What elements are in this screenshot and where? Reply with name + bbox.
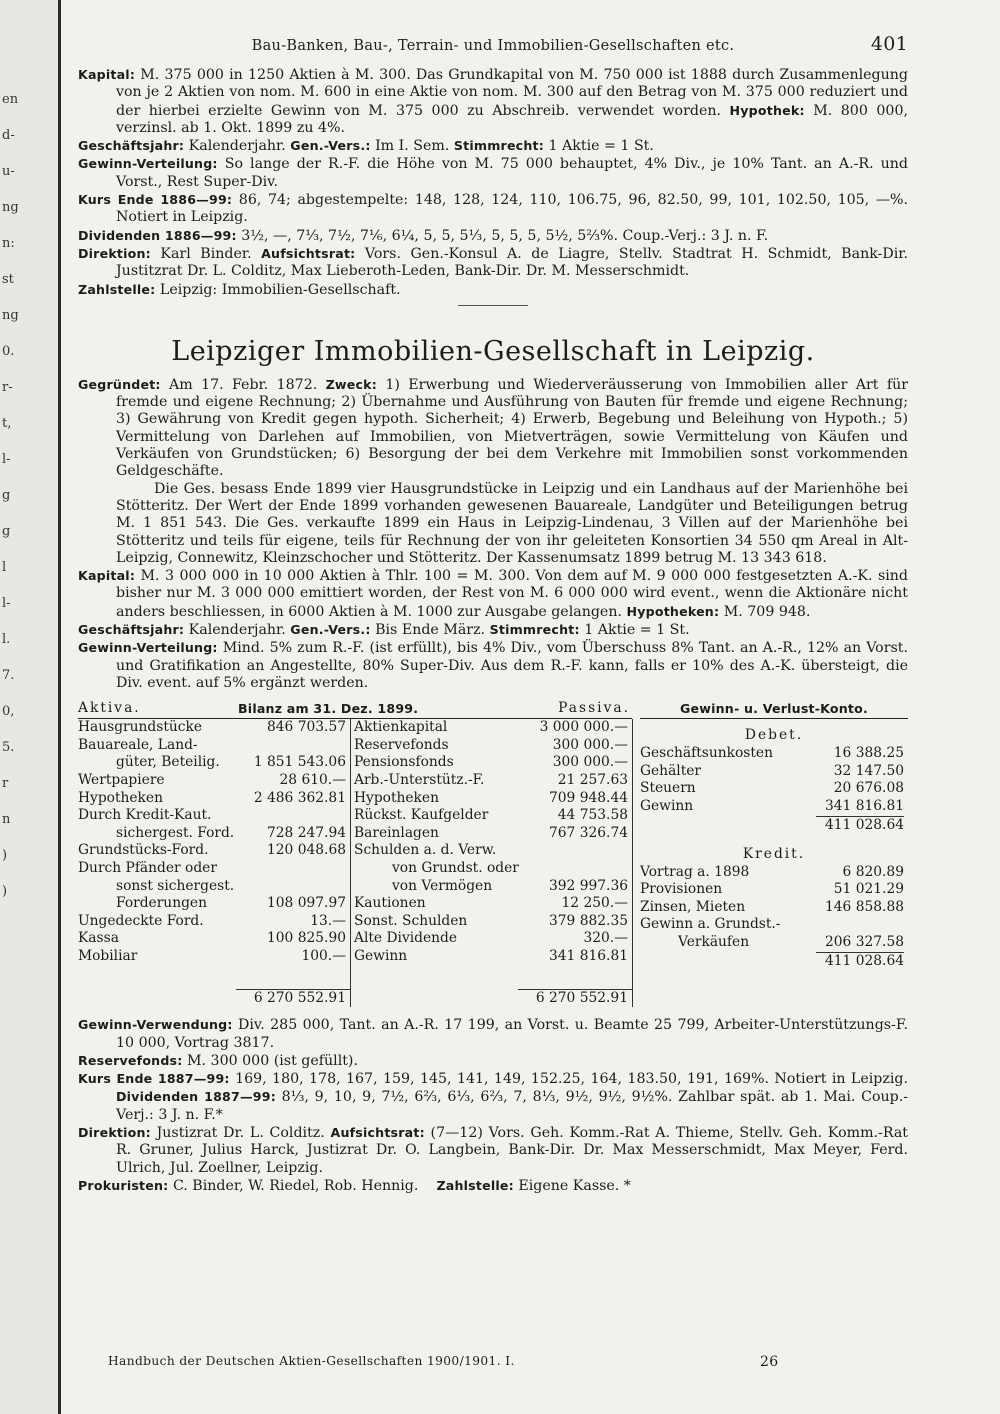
kredit-rows xyxy=(640,864,908,952)
main-gewinn-verteilung: Gewinn-Verteilung: Mind. 5% zum R.-F. (ist erfüllt), bis 4% Div., vom Überschuss 8% Tant. an A.-R., 12% an Vorst. und Gratifikation an Angestellte, 80% Super-Div. Aus dem R.-F. kann, falls er 10% des A.-K. übersteigt, die Div. event. auf 5% ergänzt werden. xyxy=(78,640,908,691)
passiva-value: 300 000.— xyxy=(552,736,628,753)
aktiva-label: Hausgrundstücke xyxy=(78,719,203,736)
aktiva-label: Ungedeckte Ford. xyxy=(78,912,204,929)
passiva-label: von Grundst. oder xyxy=(392,859,519,876)
aktiva-total: 6 270 552.91 xyxy=(236,989,350,1008)
debet-value: 32 147.50 xyxy=(833,762,904,779)
kredit-total: 411 028.64 xyxy=(640,952,908,970)
passiva-label: Schulden a. d. Verw. xyxy=(354,842,497,859)
aktiva-label: Mobiliar xyxy=(78,947,138,964)
gutter-fragment: 7. xyxy=(2,668,15,683)
company-description: Die Ges. besass Ende 1899 vier Hausgrundstücke in Leipzig und ein Landhaus auf der Marienhöhe bei Stötteritz. Der Wert der Ende 1899 vorhanden gewesenen Bauareale, Landgüter und Beteiligungen betrug M. 1 851 543. Die Ges. verkaufte 1899 ein Haus in Leipzig-Lindenau, 3 Villen auf der Marienhöhe bei Stötteritz und teils für eigene, teils für Rechnung der von ihr geleiteten Konsortien 34 550 qm Areal in Alt-Leipzig, Connewitz, Kleinzschocher und Stötteritz. Der Kassenumsatz 1899 betrug M. 13 343 618. xyxy=(116,480,908,566)
profit-loss-account xyxy=(640,700,908,969)
gutter-fragment: ng xyxy=(2,308,19,323)
passiva-label: von Vermögen xyxy=(392,877,493,894)
balance-sheet xyxy=(78,700,632,1007)
kredit-row xyxy=(640,899,908,917)
kredit-value: 206 327.58 xyxy=(825,933,904,950)
debet-rows xyxy=(640,745,908,815)
kredit-value: 146 858.88 xyxy=(825,898,904,915)
main-geschaeftsjahr: Geschäftsjahr: Kalenderjahr. Gen.-Vers.: Bis Ende März. Stimmrecht: 1 Aktie = 1 St. xyxy=(78,622,690,639)
passiva-label: Pensionsfonds xyxy=(354,754,454,771)
passiva-row xyxy=(354,737,632,755)
prev-gewinn-verteilung: Gewinn-Verteilung: So lange der R.-F. die Höhe von M. 75 000 behauptet, 4% Div., je 10% Tant. an A.-R. und Vorst., Rest Super-Div. xyxy=(78,156,908,190)
gutter-fragment: 0, xyxy=(2,704,15,719)
gutter-fragment: n xyxy=(2,812,11,827)
financial-tables xyxy=(78,700,908,1012)
passiva-value: 709 948.44 xyxy=(549,789,628,806)
passiva-heading: Passiva. xyxy=(558,700,630,717)
kredit-row xyxy=(640,881,908,899)
footer-text: Handbuch der Deutschen Aktien-Gesellschaften 1900/1901. I. xyxy=(108,1354,515,1368)
aktiva-value: 846 703.57 xyxy=(267,719,346,736)
aktiva-label: Forderungen xyxy=(116,895,207,912)
kredit-value: 51 021.29 xyxy=(833,881,904,898)
aktiva-value: 728 247.94 xyxy=(267,824,346,841)
aktiva-value: 13.— xyxy=(310,912,346,929)
passiva-label: Hypotheken xyxy=(354,789,439,806)
debet-row xyxy=(640,745,908,763)
gutter-fragment: l- xyxy=(2,452,11,467)
debet-value: 341 816.81 xyxy=(825,797,904,814)
passiva-value: 300 000.— xyxy=(552,754,628,771)
passiva-total: 6 270 552.91 xyxy=(518,989,632,1008)
gutter-fragment: l- xyxy=(2,596,11,611)
passiva-value: 44 753.58 xyxy=(557,807,628,824)
kredit-label: Verkäufen xyxy=(678,933,750,950)
gutter-fragment: d- xyxy=(2,128,15,143)
prev-direktion: Direktion: Karl Binder. Aufsichtsrat: Vors. Gen.-Konsul A. de Liagre, Stellv. Stadtrat H. Schmidt, Bank-Dir. Justitzrat Dr. L. Colditz, Max Lieberoth-Leden, Bank-Dir. Dr. M. Messerschmidt. xyxy=(78,245,908,280)
kredit-label: Provisionen xyxy=(640,881,723,898)
kredit-label: Gewinn a. Grundst.- xyxy=(640,916,781,933)
kredit-label: Zinsen, Mieten xyxy=(640,898,746,915)
gutter-fragment: st xyxy=(2,272,14,287)
passiva-row xyxy=(354,913,632,931)
aktiva-heading: Aktiva. xyxy=(78,700,141,717)
prev-dividenden: Dividenden 1886—99: 3½, —, 7⅓, 7½, 7⅙, 6¼, 5, 5, 5⅓, 5, 5, 5, 5½, 5⅔%. Coup.-Verj.: 3 J. n. F. xyxy=(78,227,769,244)
prev-kapital: Kapital: M. 375 000 in 1250 Aktien à M. 300. Das Grundkapital von M. 750 000 ist 1888 durch Zusammenlegung von je 2 Aktien von nom. M. 600 in eine Aktie von nom. M. 300 auf den Betrag von M. 375 000 reduziert und der hierbei erzielte Gewinn von M. 375 000 zu Abschreib. verwendet worden. Hypothek: M. 800 000, verzinsl. ab 1. Okt. 1899 zu 4%. xyxy=(78,67,908,136)
aktiva-value: 120 048.68 xyxy=(267,842,346,859)
passiva-row xyxy=(354,860,632,878)
kredit-row xyxy=(640,864,908,882)
passiva-label: Rückst. Kaufgelder xyxy=(354,807,489,824)
passiva-row xyxy=(354,772,632,790)
passiva-label: Reservefonds xyxy=(354,736,449,753)
passiva-row xyxy=(354,807,632,825)
running-header xyxy=(78,33,908,66)
aktiva-value: 28 610.— xyxy=(279,771,346,788)
running-title: Bau-Banken, Bau-, Terrain- und Immobilien-Gesellschaften etc. xyxy=(251,38,735,54)
passiva-label: Arb.-Unterstütz.-F. xyxy=(354,771,485,788)
aktiva-label: Kassa xyxy=(78,930,119,947)
aktiva-label: sonst sichergest. xyxy=(116,877,235,894)
reservefonds: Reservefonds: M. 300 000 (ist gefüllt). xyxy=(78,1052,358,1069)
main-kapital: Kapital: M. 3 000 000 in 10 000 Aktien à Thlr. 100 = M. 300. Von dem auf M. 9 000 000 festgesetzten A.-K. sind bisher nur M. 3 000 000 emittiert worden, der Rest von M. 6 000 000 wird event., wenn die Aktionäre nicht anders beschliessen, in 6000 Aktien à M. 1000 zur Ausgabe gelangen. Hypotheken: M. 709 948. xyxy=(78,568,908,620)
previous-company-entry xyxy=(78,66,908,306)
gutter-fragment: r xyxy=(2,776,9,791)
balance-title: Bilanz am 31. Dez. 1899. xyxy=(238,701,419,717)
section-divider xyxy=(458,305,528,306)
gutter-fragment: l. xyxy=(2,632,11,647)
passiva-value: 379 882.35 xyxy=(549,912,628,929)
passiva-label: Kautionen xyxy=(354,895,426,912)
page-footer xyxy=(108,1354,808,1368)
passiva-value: 3 000 000.— xyxy=(539,719,628,736)
prev-kurs: Kurs Ende 1886—99: 86, 74; abgestempelte: 148, 128, 124, 110, 106.75, 96, 82.50, 99, 101, 102.50, 105, —%. Notiert in Leipzig. xyxy=(78,192,909,226)
aktiva-row xyxy=(78,737,350,755)
gutter-fragment: 0. xyxy=(2,344,15,359)
gutter-fragment: ng xyxy=(2,200,19,215)
kredit-row xyxy=(640,916,908,934)
passiva-label: Gewinn xyxy=(354,947,408,964)
aktiva-row xyxy=(78,860,350,878)
debet-heading: Debet. xyxy=(744,727,804,744)
passiva-row xyxy=(354,930,632,948)
passiva-label: Aktienkapital xyxy=(354,719,448,736)
aktiva-label: Durch Pfänder oder xyxy=(78,859,217,876)
prokuristen-zahlstelle: Prokuristen: C. Binder, W. Riedel, Rob. Hennig. Zahlstelle: Eigene Kasse. * xyxy=(78,1177,631,1194)
passiva-value: 392 997.36 xyxy=(549,877,628,894)
gutter-fragment: t, xyxy=(2,416,12,431)
aktiva-row xyxy=(78,895,350,913)
passiva-value: 341 816.81 xyxy=(549,947,628,964)
passiva-value: 320.— xyxy=(583,930,628,947)
aktiva-column xyxy=(78,719,351,1007)
aktiva-row xyxy=(78,825,350,843)
aktiva-row xyxy=(78,754,350,772)
aktiva-value: 100 825.90 xyxy=(267,930,346,947)
aktiva-label: güter, Beteilig. xyxy=(116,754,220,771)
aktiva-row xyxy=(78,772,350,790)
kredit-label: Vortrag a. 1898 xyxy=(640,863,750,880)
passiva-value: 767 326.74 xyxy=(549,824,628,841)
debet-row xyxy=(640,763,908,781)
gutter-fragment: en xyxy=(2,92,19,107)
passiva-row xyxy=(354,719,632,737)
aktiva-value: 108 097.97 xyxy=(267,895,346,912)
passiva-row xyxy=(354,754,632,772)
kredit-row xyxy=(640,934,908,952)
debet-label: Gehälter xyxy=(640,762,702,779)
aktiva-label: Durch Kredit-Kaut. xyxy=(78,807,212,824)
passiva-row xyxy=(354,842,632,860)
debet-label: Steuern xyxy=(640,780,696,797)
aktiva-label: Wertpapiere xyxy=(78,771,165,788)
passiva-row xyxy=(354,948,632,966)
aktiva-row xyxy=(78,930,350,948)
gutter-fragment: g xyxy=(2,488,11,503)
passiva-label: Bareinlagen xyxy=(354,824,439,841)
debet-row xyxy=(640,798,908,816)
debet-value: 20 676.08 xyxy=(833,780,904,797)
guv-header: Gewinn- u. Verlust-Konto. xyxy=(640,700,908,719)
debet-label: Geschäftsunkosten xyxy=(640,745,773,762)
aktiva-label: sichergest. Ford. xyxy=(116,824,235,841)
passiva-column xyxy=(354,719,633,1007)
aktiva-label: Bauareale, Land- xyxy=(78,736,198,753)
founding-purpose: Gegründet: Am 17. Febr. 1872. Zweck: 1) Erwerbung und Wiederveräusserung von Immobilien aller Art für fremde und eigene Rechnung; 2) Übernahme und Ausführung von Bauten für fremde und eigene Rechnung; 3) Gewährung von Kredit gegen hypoth. Sicherheit; 4) Erwerb, Begebung und Beleihung von Hypoth.; 5) Vermittelung von Darlehen auf Immobilien, von Mietverträgen, sowie Vermittelung von Käufen und Verkäufen von Grundstücken; 6) Besorgung der bei dem Verkehre mit Immobilien sonst vorkommenden Geldgeschäfte. xyxy=(78,376,908,480)
closing-entries xyxy=(78,1016,908,1195)
aktiva-value: 1 851 543.06 xyxy=(253,754,346,771)
passiva-row xyxy=(354,895,632,913)
company-title: Leipziger Immobilien-Gesellschaft in Leipzig. xyxy=(171,335,815,367)
aktiva-label: Hypotheken xyxy=(78,789,163,806)
gutter-fragment: g xyxy=(2,524,11,539)
debet-row xyxy=(640,780,908,798)
debet-value: 16 388.25 xyxy=(833,745,904,762)
direktion-aufsichtsrat: Direktion: Justizrat Dr. L. Colditz. Aufsichtsrat: (7—12) Vors. Geh. Komm.-Rat A. Thieme, Stellv. Geh. Komm.-Rat R. Gruner, Julius Harck, Justizrat Dr. O. Langbein, Bank-Dir. Dr. Max Messerschmidt, Max Meyer, Ferd. Ulrich, Jul. Zoellner, Leipzig. xyxy=(78,1124,909,1176)
aktiva-row xyxy=(78,719,350,737)
debet-label: Gewinn xyxy=(640,797,694,814)
left-page-gutter xyxy=(0,0,61,1414)
passiva-label: Sonst. Schulden xyxy=(354,912,468,929)
prev-geschaeftsjahr: Geschäftsjahr: Kalenderjahr. Gen.-Vers.: Im I. Sem. Stimmrecht: 1 Aktie = 1 St. xyxy=(78,138,654,155)
kredit-heading: Kredit. xyxy=(742,845,806,862)
aktiva-row xyxy=(78,807,350,825)
gutter-fragment: l xyxy=(2,560,7,575)
aktiva-row xyxy=(78,913,350,931)
aktiva-value: 2 486 362.81 xyxy=(253,789,346,806)
gutter-fragment: u- xyxy=(2,164,15,179)
passiva-row xyxy=(354,878,632,896)
kredit-value: 6 820.89 xyxy=(842,863,904,880)
aktiva-value: 100.— xyxy=(301,947,346,964)
gutter-fragment: ) xyxy=(2,884,8,899)
prev-zahlstelle: Zahlstelle: Leipzig: Immobilien-Gesellschaft. xyxy=(78,281,401,298)
passiva-row xyxy=(354,790,632,808)
gutter-fragment: r- xyxy=(2,380,13,395)
gutter-fragment: n: xyxy=(2,236,15,251)
aktiva-row xyxy=(78,842,350,860)
kurs-dividenden: Kurs Ende 1887—99: 169, 180, 178, 167, 159, 145, 141, 149, 152.25, 164, 183.50, 191, 169%. Notiert in Leipzig. Dividenden 1887—99: 8⅓, 9, 10, 9, 7½, 6⅔, 6⅓, 6⅔, 7, 8⅓, 9½, 9½, 9½%. Zahlbar spät. ab 1. Mai. Coup.-Verj.: 3 J. n. F.* xyxy=(78,1071,909,1123)
aktiva-row xyxy=(78,948,350,966)
passiva-label: Alte Dividende xyxy=(354,930,458,947)
balance-header xyxy=(78,700,632,719)
passiva-value: 21 257.63 xyxy=(557,771,628,788)
gutter-fragment: ) xyxy=(2,848,8,863)
page-content xyxy=(78,33,909,1195)
footer-page: 26 xyxy=(760,1354,779,1370)
passiva-row xyxy=(354,825,632,843)
gewinn-verwendung: Gewinn-Verwendung: Div. 285 000, Tant. an A.-R. 17 199, an Vorst. u. Beamte 25 799, Arbeiter-Unterstützungs-F. 10 000, Vortrag 3817. xyxy=(78,1017,908,1051)
aktiva-label: Grundstücks-Ford. xyxy=(78,842,209,859)
aktiva-row xyxy=(78,790,350,808)
passiva-value: 12 250.— xyxy=(561,895,628,912)
aktiva-row xyxy=(78,878,350,896)
gutter-fragment: 5. xyxy=(2,740,15,755)
page-number: 401 xyxy=(870,33,908,55)
debet-total: 411 028.64 xyxy=(640,816,908,834)
